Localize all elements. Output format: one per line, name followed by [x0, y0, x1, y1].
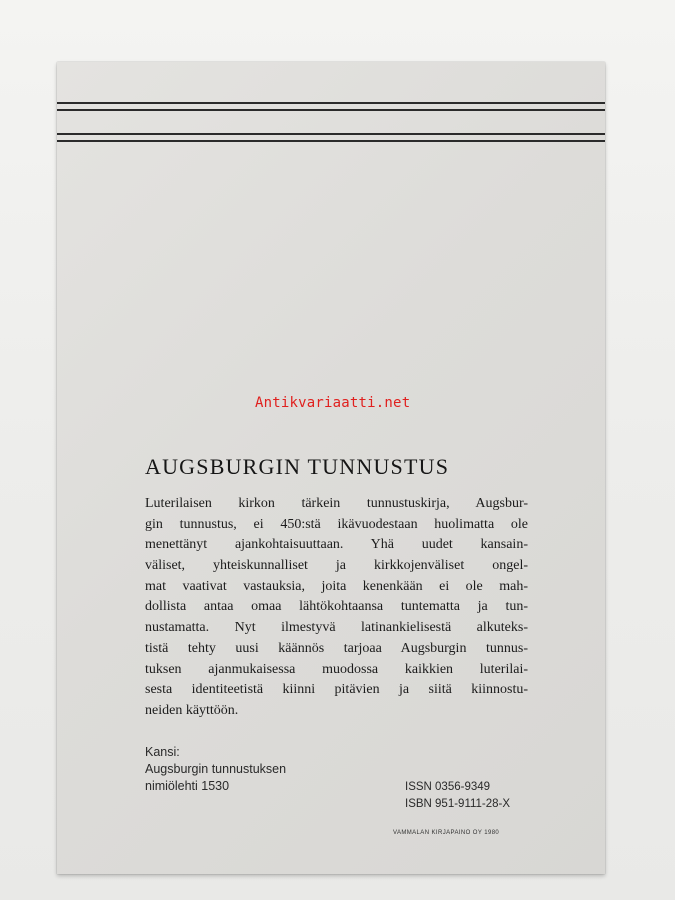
watermark-text: Antikvariaatti.net: [255, 395, 411, 411]
description-line: menettänyt ajankohtaisuuttaan. Yhä uudet kansain-: [145, 537, 528, 553]
description-line: tuksen ajanmukaisessa muodossa kaikkien luterilai-: [145, 661, 528, 677]
book-title: AUGSBURGIN TUNNUSTUS: [145, 454, 450, 479]
credit-label: Kansi:: [145, 745, 180, 759]
description-line: väliset, yhteiskunnalliset ja kirkkojenväliset ongel-: [145, 558, 528, 574]
description-line: dollista antaa omaa lähtökohtaansa tuntematta ja tun-: [145, 599, 528, 615]
description-line: nustamatta. Nyt ilmestyvä latinankielisestä alkuteks-: [145, 620, 528, 636]
credit-line: nimiölehti 1530: [145, 779, 230, 793]
credit-line: Augsburgin tunnustuksen: [145, 762, 287, 776]
description-line: Luterilaisen kirkon tärkein tunnustuskirja, Augsbur-: [145, 496, 528, 511]
description-text: [145, 494, 528, 722]
description-line: sesta identiteetistä kiinni pitävien ja siitä kiinnostu-: [145, 682, 528, 698]
cover-credit: [145, 744, 286, 795]
description-line: neiden käyttöön.: [145, 702, 239, 718]
top-rule-1: [57, 102, 605, 104]
description-line: tistä tehty uusi käännös tarjoaa Augsburgin tunnus-: [145, 640, 528, 656]
printer-imprint: VAMMALAN KIRJAPAINO OY 1980: [393, 830, 500, 836]
issn-number: ISSN 0356-9349: [405, 781, 491, 793]
top-rule-4: [57, 140, 605, 142]
isbn-number: ISBN 951-9111-28-X: [405, 798, 511, 810]
publication-codes: [405, 779, 510, 813]
description-line: mat vaativat vastauksia, joita kenenkään ei ole mah-: [145, 578, 528, 594]
top-rule-3: [57, 133, 605, 135]
description-line: gin tunnustus, ei 450:stä ikävuodestaan huolimatta ole: [145, 516, 528, 532]
top-rule-2: [57, 109, 605, 111]
